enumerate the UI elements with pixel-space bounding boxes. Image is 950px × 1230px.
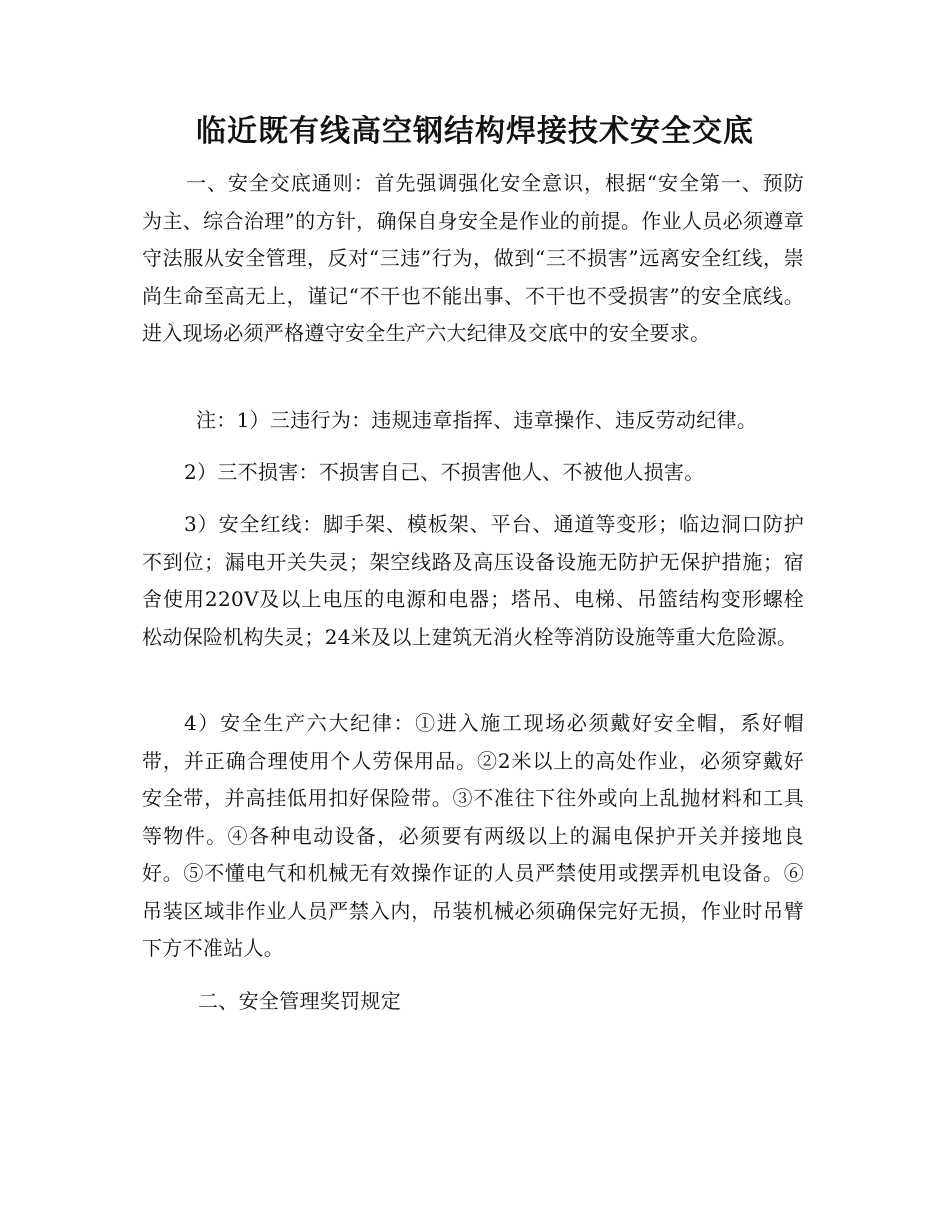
paragraph-note-safety-red-lines: 3）安全红线：脚手架、模板架、平台、通道等变形；临边洞口防护不到位；漏电开关失灵；架空线路及高压设备设施无防护无保护措施；宿舍使用220V及以上电压的电源和电器；塔吊、电梯、吊篮结构变形螺栓松动保险机构失灵；24米及以上建筑无消火栓等消防设施等重大危险源。 bbox=[142, 512, 804, 649]
paragraph-note-three-no-harm: 2）三不损害：不损害自己、不损害他人、不被他人损害。 bbox=[184, 460, 705, 484]
document-title: 临近既有线高空钢结构焊接技术安全交底 bbox=[196, 114, 754, 149]
section-heading-rewards-penalties: 二、安全管理奖罚规定 bbox=[198, 989, 401, 1013]
paragraph-note-six-disciplines: 4）安全生产六大纪律：①进入施工现场必须戴好安全帽，系好帽带，并正确合理使用个人劳保用品。②2米以上的高处作业，必须穿戴好安全带，并高挂低用扣好保险带。③不准往下往外或向上乱抛材料和工具等物件。④各种电动设备，必须要有两级以上的漏电保护开关并接地良好。⑤不懂电气和机械无有效操作证的人员严禁使用或摆弄机电设备。⑥吊装区域非作业人员严禁入内，吊装机械必须确保完好无损，作业时吊臂下方不准站人。 bbox=[142, 711, 804, 960]
paragraph-note-three-violations: 注：1）三违行为：违规违章指挥、违章操作、违反劳动纪律。 bbox=[196, 408, 758, 432]
paragraph-general-rules: 一、安全交底通则：首先强调强化安全意识，根据“安全第一、预防为主、综合治理”的方针，确保自身安全是作业的前提。作业人员必须遵章守法服从安全管理，反对“三违”行为，做到“三不损害”远离安全红线，崇尚生命至高无上，谨记“不干也不能出事、不干也不受损害”的安全底线。进入现场必须严格遵守安全生产六大纪律及交底中的安全要求。 bbox=[142, 171, 804, 345]
